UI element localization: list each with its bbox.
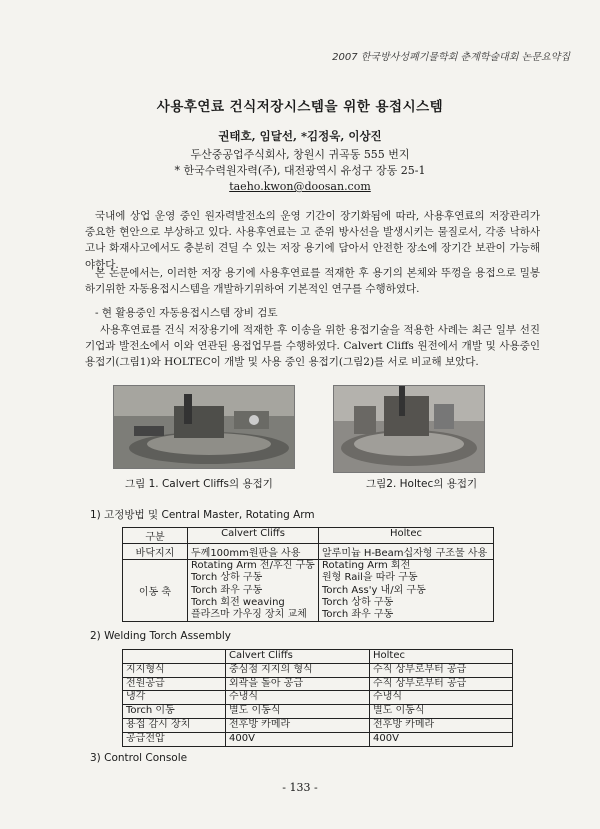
table-row: [123, 718, 513, 732]
cell-line: Torch 좌우 구동: [191, 584, 263, 596]
cell-line: Torch 상하 구동: [191, 572, 263, 584]
table-cell: [188, 560, 319, 622]
comparison-table-fixing: [122, 527, 494, 622]
affiliation-1: 두산중공업주식회사, 창원시 귀곡동 555 번지: [190, 148, 410, 161]
table-row: [123, 677, 513, 691]
table-cell: 수냉식: [370, 691, 513, 705]
table-cell: 냉각: [123, 691, 226, 705]
section-heading-review: - 현 활용중인 자동용접시스템 장비 검토: [95, 307, 278, 319]
table-cell: Torch 이동: [123, 705, 226, 719]
table-header-cell: [123, 650, 226, 664]
table-cell: 400V: [226, 732, 370, 746]
paragraph-intro: 국내에 상업 운영 중인 원자력발전소의 운영 기간이 장기화됨에 따라, 사용후연료의 저장관리가 중요한 현안으로 부상하고 있다. 사용후연료는 고 준위 방사선을 발생시키는 물질로서, 각종 낙하사고나 화재사고에서도 충분히 견딜 수 있는 저장 용기에 담아서 안전한 장소에 장기간 보관이 가능해야한다.: [85, 210, 540, 271]
cell-line: Rotating Arm 전/후진 구동: [191, 560, 315, 571]
conference-header: 2007 한국방사성폐기물학회 춘계학술대회 논문요약집: [332, 52, 570, 63]
holtec-welder-photo: [333, 385, 485, 473]
page-number: - 133 -: [282, 781, 318, 794]
comparison-table-torch: [122, 649, 513, 747]
table-row: [123, 663, 513, 677]
table-cell: 수직 상부로부터 공급: [370, 663, 513, 677]
cell-line: 원형 Rail을 따라 구동: [322, 572, 418, 584]
figure-2-caption: 그림2. Holtec의 용접기: [366, 478, 478, 490]
table-cell: [319, 560, 494, 622]
table-header-cell: Holtec: [370, 650, 513, 664]
table-cell: 400V: [370, 732, 513, 746]
paragraph-purpose: 본 논문에서는, 이러한 저장 용기에 사용후연료를 적재한 후 용기의 본체와 뚜껑을 용접으로 밀봉하기위한 자동용접시스템을 개발하기위하여 기본적인 연구를 수행하였다.: [85, 267, 540, 296]
welder-photo-illustration-1: [114, 386, 294, 468]
table-cell: 지지형식: [123, 663, 226, 677]
table-header-cell: Holtec: [319, 528, 494, 544]
table-row: [123, 691, 513, 705]
cell-line: Torch 상하 구동: [322, 596, 394, 608]
table-row: [123, 705, 513, 719]
cell-line: 플라즈마 가우징 장치 교체: [191, 609, 307, 621]
table-cell: 용접 감시 장치: [123, 718, 226, 732]
cell-line: Torch 회전 weaving: [191, 596, 285, 608]
section-title-1: 1) 고정방법 및 Central Master, Rotating Arm: [90, 509, 315, 521]
section-title-3: 3) Control Console: [90, 752, 188, 764]
table-cell: 외곽을 돌아 공급: [226, 677, 370, 691]
affiliation-2: * 한국수력원자력(주), 대전광역시 유성구 장동 25-1: [174, 164, 426, 177]
table-cell: 전후방 카메라: [226, 718, 370, 732]
cell-line: Rotating Arm 회전: [322, 560, 411, 571]
table-row: [123, 544, 494, 560]
table-cell: 알루미늄 H-Beam십자형 구조물 사용: [319, 544, 494, 560]
paper-title: 사용후연료 건식저장시스템을 위한 용접시스템: [156, 99, 444, 115]
section-title-2: 2) Welding Torch Assembly: [90, 630, 232, 642]
table-cell: 두께100mm원판을 사용: [188, 544, 319, 560]
author-email[interactable]: taeho.kwon@doosan.com: [229, 180, 371, 193]
table-cell: 수직 상부로부터 공급: [370, 677, 513, 691]
welder-photo-illustration-2: [334, 386, 484, 472]
table-cell: 바닥지지: [123, 544, 188, 560]
authors: 권태호, 임달선, *김정욱, 이상진: [218, 129, 382, 143]
calvert-cliffs-welder-photo: [113, 385, 295, 469]
table-header-cell: Calvert Cliffs: [226, 650, 370, 664]
table-cell: 전원공급: [123, 677, 226, 691]
table-cell: 수냉식: [226, 691, 370, 705]
table-cell: 중심점 지지의 형식: [226, 663, 370, 677]
paragraph-review: 사용후연료를 건식 저장용기에 적재한 후 이송을 위한 용접기술을 적용한 사례는 최근 일부 선진기업과 발전소에서 이와 연관된 용접업무를 수행하였다. Calvert Cliffs 원전에서 개발 및 사용중인 용접기(그림1)와 HOLTEC이 개발 및 사용 중인 용접기(그림2)를 서로 비교해 보았다.: [85, 324, 540, 369]
table-cell: 별도 이동식: [226, 705, 370, 719]
table-row: [123, 560, 494, 622]
table-cell: 별도 이동식: [370, 705, 513, 719]
table-header-row: [123, 650, 513, 664]
table-header-cell: 구분: [123, 528, 188, 544]
cell-line: Torch Ass'y 내/외 구동: [322, 584, 426, 596]
figure-1-caption: 그림 1. Calvert Cliffs의 용접기: [125, 478, 273, 490]
table-header-cell: Calvert Cliffs: [188, 528, 319, 544]
table-cell: 이동 축: [123, 560, 188, 622]
table-row: [123, 732, 513, 746]
table-cell: 공급전압: [123, 732, 226, 746]
cell-line: Torch 좌우 구동: [322, 609, 394, 621]
table-header-row: [123, 528, 494, 544]
table-cell: 전후방 카메라: [370, 718, 513, 732]
